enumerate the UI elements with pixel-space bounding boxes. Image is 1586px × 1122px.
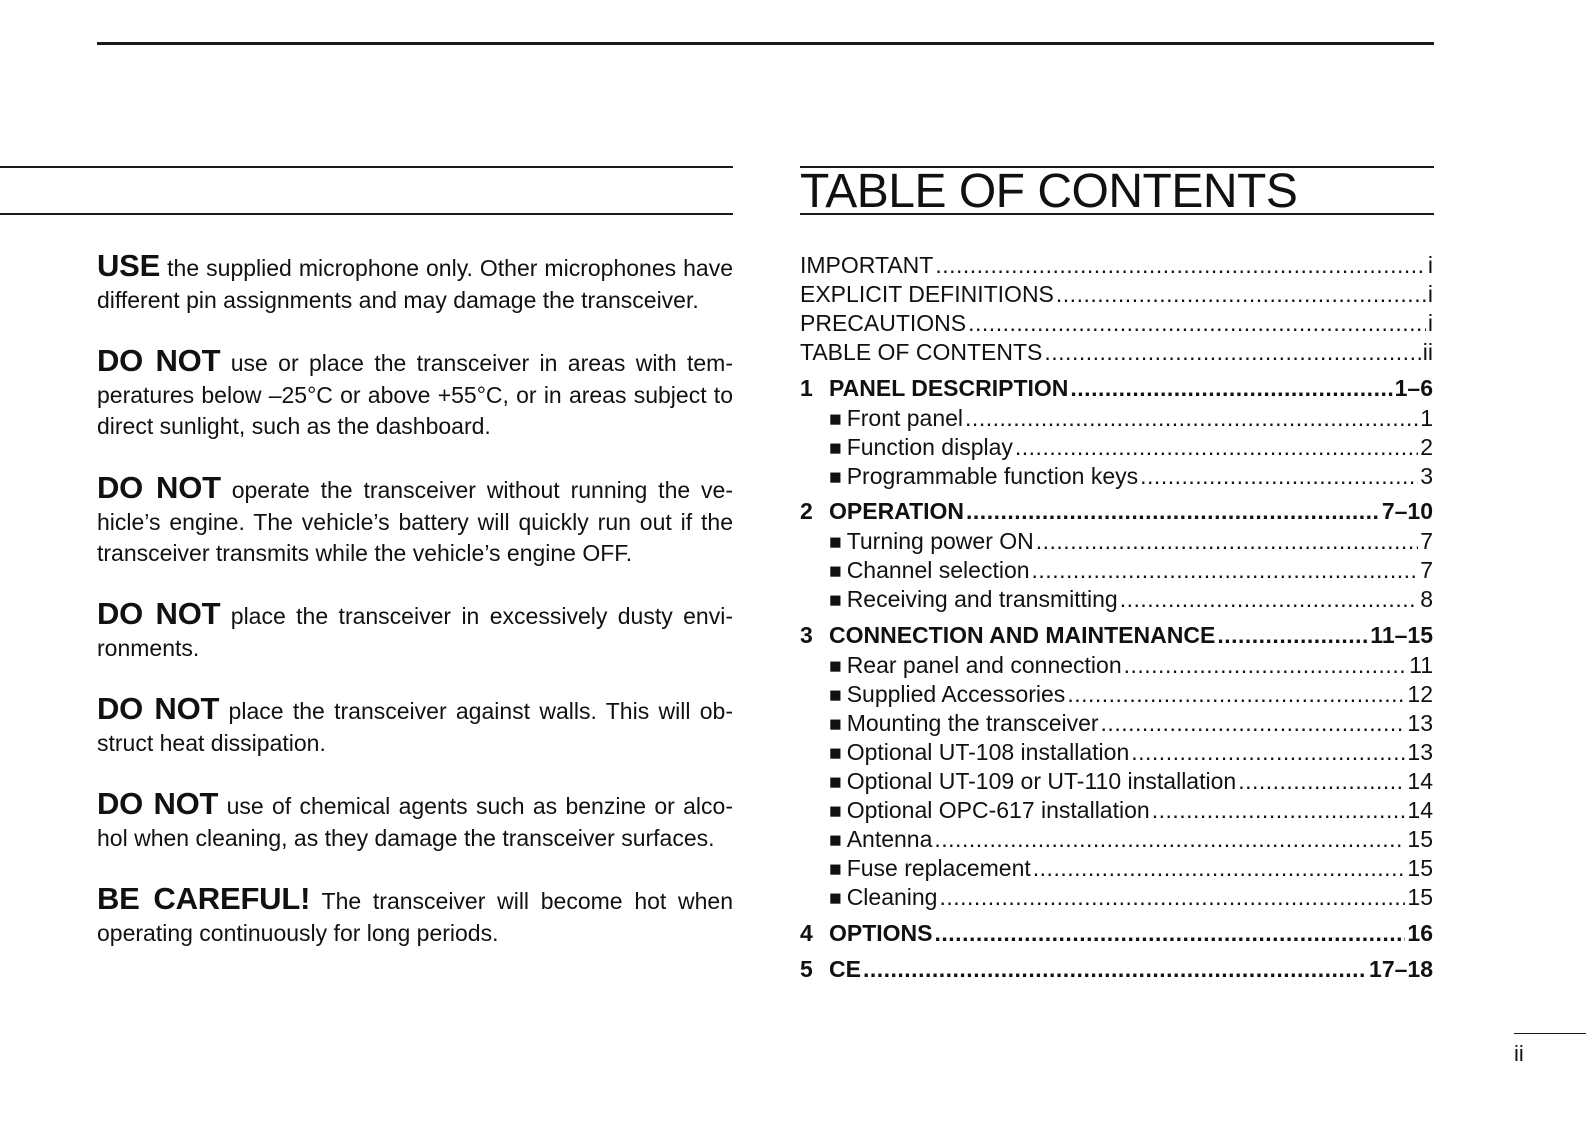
toc-subentry-label: Optional UT-109 or UT-110 installation: [846, 768, 1237, 794]
square-bullet-icon: ■: [829, 437, 842, 460]
toc-subentry-label: Programmable function keys: [846, 463, 1139, 489]
toc-title: TABLE OF CONTENTS: [800, 165, 1298, 218]
toc-subentry-page: 13: [1407, 739, 1433, 765]
toc-entry-label: TABLE OF CONTENTS: [800, 339, 1043, 365]
toc-section-number: 1: [800, 375, 813, 401]
dot-leader: [1238, 767, 1405, 796]
toc-subentry[interactable]: [829, 433, 1433, 462]
toc-section[interactable]: [800, 955, 1433, 984]
precaution-keyword: DO NOT: [97, 786, 219, 821]
toc-subentry-page: 13: [1407, 710, 1433, 736]
square-bullet-icon: ■: [829, 771, 842, 794]
toc-section-pages: 11–15: [1370, 622, 1433, 648]
dot-leader: [1036, 527, 1418, 556]
toc-entry[interactable]: [800, 251, 1433, 280]
square-bullet-icon: ■: [829, 531, 842, 554]
square-bullet-icon: ■: [829, 560, 842, 583]
dot-leader: [966, 497, 1380, 526]
toc-section-pages: 7–10: [1381, 498, 1433, 524]
toc-section-title: CE: [829, 956, 861, 982]
square-bullet-icon: ■: [829, 800, 842, 823]
toc-subentry[interactable]: [829, 527, 1433, 556]
precaution-text: The transceiver will become hot when operating continuously for long periods.: [97, 888, 733, 946]
toc-entry-page: ii: [1422, 339, 1433, 365]
square-bullet-icon: ■: [829, 589, 842, 612]
precaution-text: the supplied microphone only. Other microphones have different pin assignments and may damage the transceiver.: [97, 255, 733, 313]
dot-leader: [1044, 338, 1420, 367]
toc-subentry-label: Cleaning: [846, 884, 938, 910]
precaution-text: place the transceiver in excessively dusty environments.: [97, 603, 733, 661]
toc-subentry[interactable]: [829, 883, 1433, 912]
dot-leader: [1101, 709, 1406, 738]
toc-subentry-page: 11: [1409, 652, 1433, 678]
toc-subentry-page: 14: [1407, 768, 1433, 794]
toc-section[interactable]: [800, 919, 1433, 948]
square-bullet-icon: ■: [829, 408, 842, 431]
dot-leader: [1152, 796, 1406, 825]
precaution-item: [97, 250, 733, 316]
precaution-item: [97, 693, 733, 759]
dot-leader: [1140, 462, 1418, 491]
square-bullet-icon: ■: [829, 655, 842, 678]
toc-entry-label: PRECAUTIONS: [800, 310, 967, 336]
toc-entry[interactable]: [800, 338, 1433, 367]
toc-subentry-page: 14: [1407, 797, 1433, 823]
toc-section[interactable]: [800, 621, 1433, 650]
toc-subentry-label: Receiving and transmitting: [846, 586, 1118, 612]
dot-leader: [1015, 433, 1418, 462]
toc-section-title: OPTIONS: [829, 920, 933, 946]
toc-subentry-label: Fuse replacement: [846, 855, 1031, 881]
toc-entry-page: i: [1427, 310, 1433, 336]
square-bullet-icon: ■: [829, 858, 842, 881]
precaution-text: use of chemical agents such as benzine or alcohol when cleaning, as they damage the transceiver surfaces.: [97, 793, 733, 851]
toc-subentry-page: 3: [1420, 463, 1433, 489]
toc-subentry-label: Optional UT-108 installation: [846, 739, 1130, 765]
top-rule: [97, 42, 1434, 45]
toc-section-title: CONNECTION AND MAINTENANCE: [829, 622, 1216, 648]
toc-subentry-label: Supplied Accessories: [846, 681, 1066, 707]
page-number-rule: [1514, 1033, 1586, 1034]
toc-subentry-label: Channel selection: [846, 557, 1030, 583]
dot-leader: [1067, 680, 1405, 709]
square-bullet-icon: ■: [829, 466, 842, 489]
toc-subentry[interactable]: [829, 825, 1433, 854]
toc-subentry[interactable]: [829, 709, 1433, 738]
precaution-keyword: BE CAREFUL!: [97, 881, 311, 916]
precaution-item: [97, 472, 733, 570]
left-header-rule-top: [0, 166, 733, 168]
toc-subentry[interactable]: [829, 854, 1433, 883]
square-bullet-icon: ■: [829, 713, 842, 736]
toc-section[interactable]: [800, 374, 1433, 403]
precaution-text: place the transceiver against walls. This will obstruct heat dissipation.: [97, 698, 733, 756]
precaution-text: operate the transceiver without running the vehicle’s engine. The vehicle’s battery will quickly run out if the transceiver transmits while the vehicle’s engine OFF.: [97, 477, 733, 566]
toc-section-pages: 16: [1407, 920, 1433, 946]
dot-leader: [863, 955, 1367, 984]
toc-section-title: OPERATION: [829, 498, 965, 524]
toc-entry[interactable]: [800, 309, 1433, 338]
left-header-rule-bottom: [0, 213, 733, 215]
square-bullet-icon: ■: [829, 887, 842, 910]
precaution-keyword: USE: [97, 248, 161, 283]
square-bullet-icon: ■: [829, 742, 842, 765]
dot-leader: [1217, 621, 1368, 650]
square-bullet-icon: ■: [829, 829, 842, 852]
toc-subentry-page: 8: [1420, 586, 1433, 612]
toc-section-number: 4: [800, 920, 813, 946]
dot-leader: [1131, 738, 1405, 767]
toc-section-number: 3: [800, 622, 813, 648]
page-number: ii: [1514, 1041, 1524, 1066]
toc-subentry[interactable]: [829, 556, 1433, 585]
precaution-text: use or place the transceiver in areas with temperatures below –25°C or above +55°C, or in areas subject to direct sunlight, such as the dashboard.: [97, 350, 733, 439]
toc-section-number: 5: [800, 956, 813, 982]
dot-leader: [1033, 854, 1406, 883]
dot-leader: [934, 825, 1405, 854]
toc-subentry-label: Function display: [846, 434, 1013, 460]
dot-leader: [965, 404, 1418, 433]
toc-subentry-label: Front panel: [846, 405, 964, 431]
toc-subentry-label: Mounting the transceiver: [846, 710, 1099, 736]
toc-section-pages: 17–18: [1369, 956, 1433, 982]
toc-entry-page: i: [1427, 252, 1433, 278]
toc-subentry-page: 1: [1420, 405, 1433, 431]
precaution-keyword: DO NOT: [97, 691, 220, 726]
toc-subentry-label: Turning power ON: [846, 528, 1034, 554]
toc-subentry[interactable]: [829, 767, 1433, 796]
precaution-keyword: DO NOT: [97, 596, 221, 631]
toc-subentry-page: 7: [1420, 557, 1433, 583]
toc-subentry[interactable]: [829, 585, 1433, 614]
toc-subentry-page: 7: [1420, 528, 1433, 554]
toc-section-number: 2: [800, 498, 813, 524]
toc-subentry[interactable]: [829, 404, 1433, 433]
toc-subentry-page: 15: [1407, 884, 1433, 910]
precaution-item: [97, 883, 733, 949]
toc-entry-label: EXPLICIT DEFINITIONS: [800, 281, 1054, 307]
toc-entry-label: IMPORTANT: [800, 252, 934, 278]
toc-subentry-label: Optional OPC-617 installation: [846, 797, 1150, 823]
dot-leader: [1070, 374, 1392, 403]
toc-entry-page: i: [1427, 281, 1433, 307]
precaution-item: [97, 598, 733, 664]
toc-section[interactable]: [800, 497, 1433, 526]
dot-leader: [968, 309, 1426, 338]
dot-leader: [1124, 651, 1408, 680]
toc-subentry[interactable]: [829, 680, 1433, 709]
dot-leader: [935, 251, 1426, 280]
toc-subentry[interactable]: [829, 796, 1433, 825]
toc-subentry-page: 12: [1407, 681, 1433, 707]
dot-leader: [1120, 585, 1418, 614]
precaution-keyword: DO NOT: [97, 470, 221, 505]
precaution-item: [97, 345, 733, 443]
dot-leader: [939, 883, 1405, 912]
dot-leader: [935, 919, 1406, 948]
toc-subentry-page: 15: [1407, 826, 1433, 852]
toc-section-title: PANEL DESCRIPTION: [829, 375, 1069, 401]
precaution-keyword: DO NOT: [97, 343, 221, 378]
toc-section-pages: 1–6: [1394, 375, 1433, 401]
dot-leader: [1056, 280, 1426, 309]
precaution-item: [97, 788, 733, 854]
toc-subentry-label: Antenna: [846, 826, 933, 852]
toc-entry[interactable]: [800, 280, 1433, 309]
toc-subentry[interactable]: [829, 651, 1433, 680]
square-bullet-icon: ■: [829, 684, 842, 707]
toc-subentry[interactable]: [829, 738, 1433, 767]
toc-subentry[interactable]: [829, 462, 1433, 491]
dot-leader: [1032, 556, 1419, 585]
toc-subentry-page: 15: [1407, 855, 1433, 881]
toc-subentry-label: Rear panel and connection: [846, 652, 1122, 678]
toc-subentry-page: 2: [1420, 434, 1433, 460]
